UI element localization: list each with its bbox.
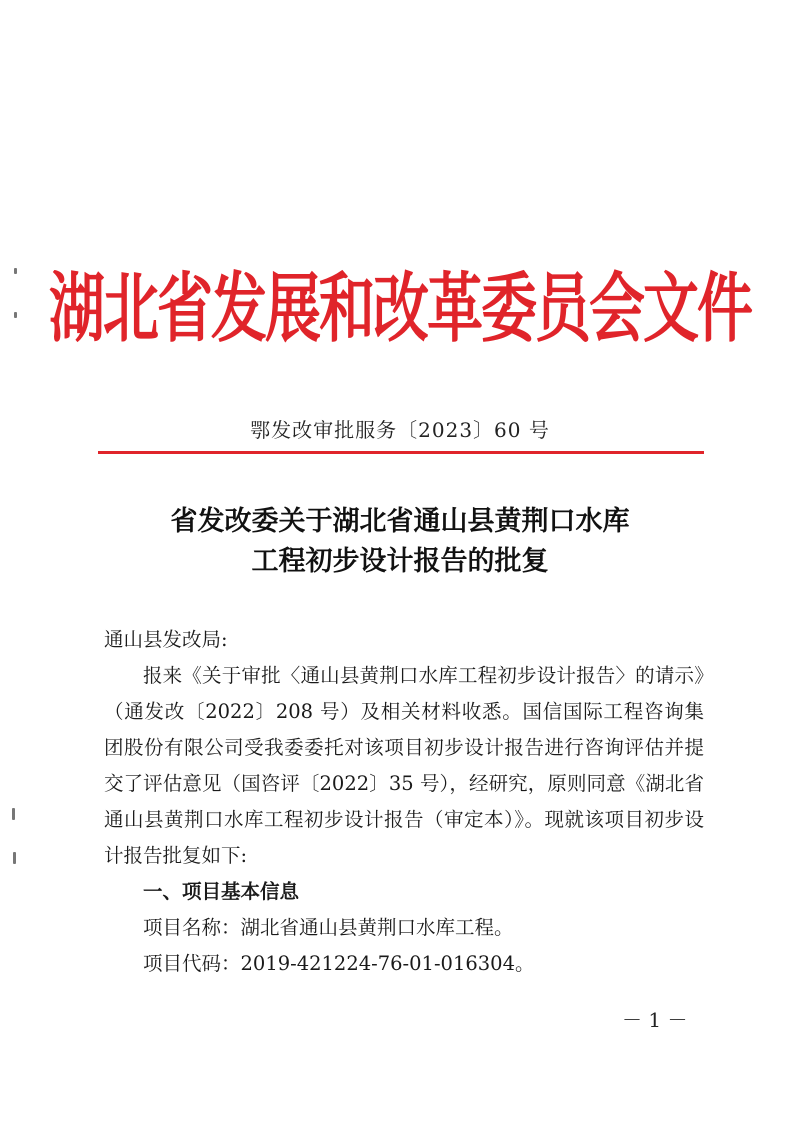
binding-hole-mark <box>13 852 16 864</box>
document-title <box>0 502 800 582</box>
body-paragraph-1: 报来《关于审批〈通山县黄荆口水库工程初步设计报告〉的请示》（通发改〔2022〕208 号）及相关材料收悉。国信国际工程咨询集团股份有限公司受我委委托对该项目初步设计报告进行咨询评估并提交了评估意见（国咨评〔2022〕35 号），经研究，原则同意《湖北省通山县黄荆口水库工程初步设计报告（审定本）》。现就该项目初步设计报告批复如下: <box>104 664 704 867</box>
page-number: － 1 － <box>622 1008 688 1032</box>
binding-hole-mark <box>14 312 17 318</box>
issuer-header-title: 湖北省发展和改革委员会文件 <box>49 264 751 354</box>
red-separator-line <box>98 451 704 454</box>
binding-hole-mark <box>14 268 17 274</box>
document-body <box>104 622 704 982</box>
document-number: 鄂发改审批服务〔2023〕60 号 <box>250 418 550 442</box>
project-name-line: 项目名称：湖北省通山县黄荆口水库工程。 <box>143 916 514 939</box>
section-heading-1: 一、项目基本信息 <box>143 880 300 903</box>
document-title-line-1: 省发改委关于湖北省通山县黄荆口水库 <box>170 506 630 537</box>
binding-hole-mark <box>12 808 15 820</box>
project-code-line: 项目代码：2019-421224-76-01-016304。 <box>143 952 535 975</box>
document-title-line-2: 工程初步设计报告的批复 <box>251 546 549 577</box>
salutation: 通山县发改局: <box>104 628 228 651</box>
